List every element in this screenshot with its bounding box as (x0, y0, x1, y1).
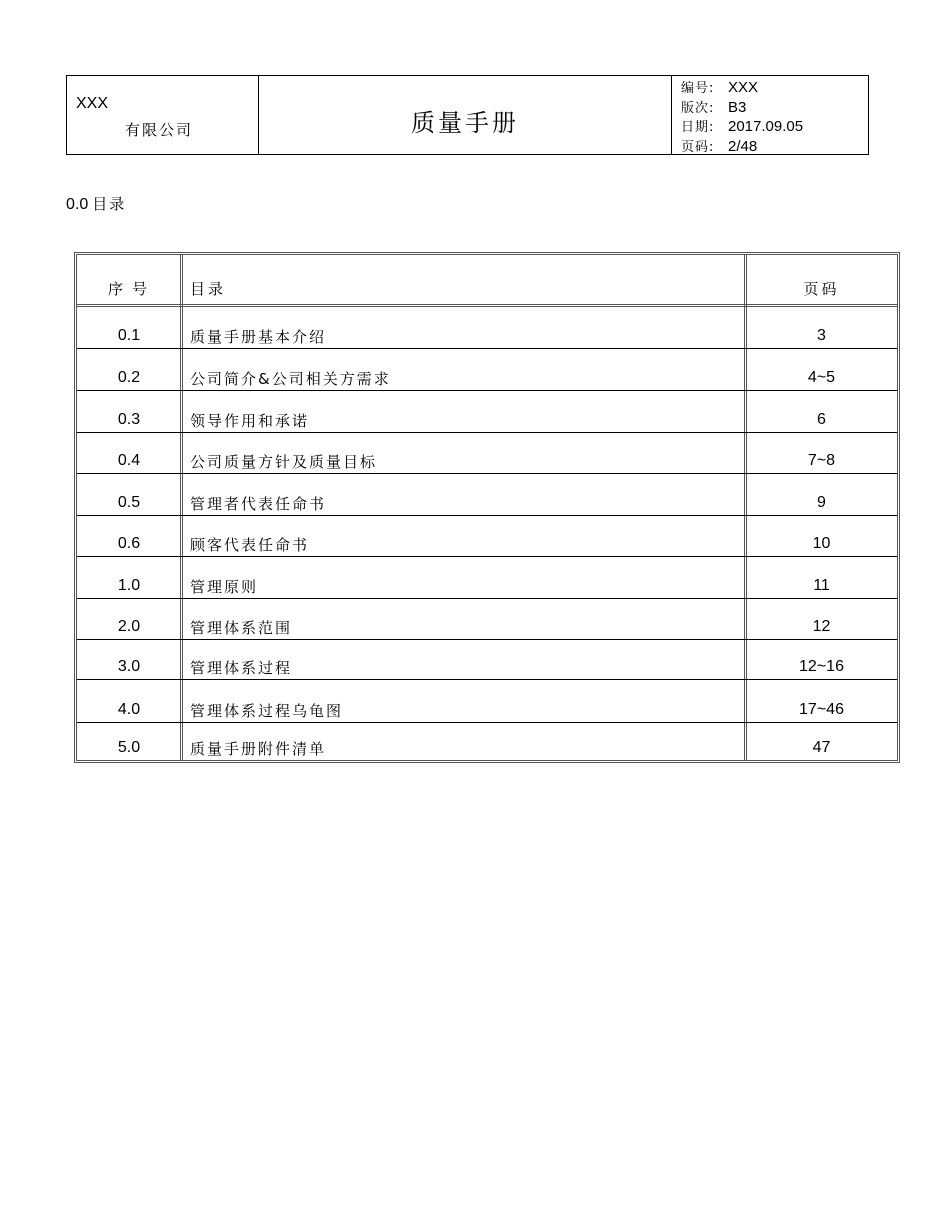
section-number: 0.0 (66, 196, 89, 213)
company-name: XXX (76, 95, 109, 112)
toc-no: 2.0 (117, 618, 141, 635)
toc-row (77, 433, 897, 474)
meta-revision (681, 98, 871, 118)
meta-key: 页码: (681, 139, 715, 155)
header-page: 页码 (803, 280, 840, 298)
toc-page: 4~5 (807, 369, 836, 386)
toc-no: 1.0 (117, 577, 141, 594)
toc-page: 9 (817, 494, 826, 511)
toc-title: 顾客代表任命书 (190, 536, 310, 554)
meta-value: B3 (728, 98, 747, 116)
toc-page: 10 (812, 535, 831, 552)
toc-row (77, 723, 897, 760)
toc-row (77, 307, 897, 349)
toc-row (77, 349, 897, 391)
toc-page: 17~46 (799, 701, 844, 718)
section-title: 目录 (92, 195, 127, 213)
toc-page: 12 (812, 618, 831, 635)
meta-date (681, 117, 871, 137)
toc-title: 质量手册附件清单 (190, 740, 327, 758)
toc-title: 管理体系过程 (190, 659, 293, 677)
toc-no: 0.1 (117, 327, 141, 344)
toc-no: 0.5 (117, 494, 141, 511)
toc-no: 3.0 (117, 658, 141, 675)
toc-no: 0.6 (117, 535, 141, 552)
toc-no: 0.3 (117, 411, 141, 428)
toc-row (77, 391, 897, 433)
toc-table (74, 252, 900, 763)
toc-title: 管理体系范围 (190, 619, 293, 637)
section-heading (66, 193, 126, 214)
toc-row (77, 680, 897, 723)
meta-doc-number (681, 78, 871, 98)
header-no: 序号 (107, 280, 156, 298)
toc-title: 公司简介&公司相关方需求 (190, 370, 391, 388)
meta-value: XXX (728, 79, 759, 96)
meta-value: 2/48 (728, 137, 758, 155)
toc-no: 4.0 (117, 701, 141, 718)
document-header (66, 75, 869, 155)
toc-row (77, 474, 897, 516)
toc-no: 0.4 (117, 452, 141, 469)
toc-title: 领导作用和承诺 (190, 412, 310, 430)
toc-row (77, 557, 897, 599)
toc-header-row (77, 255, 897, 307)
toc-row (77, 516, 897, 557)
toc-title: 质量手册基本介绍 (190, 328, 327, 346)
toc-no: 5.0 (117, 739, 141, 756)
toc-page: 11 (813, 577, 830, 594)
toc-page: 6 (817, 411, 826, 428)
toc-title: 公司质量方针及质量目标 (190, 453, 378, 471)
meta-key: 版次: (681, 100, 715, 116)
toc-title: 管理体系过程乌龟图 (190, 702, 344, 720)
header-divider (671, 76, 672, 154)
toc-page: 7~8 (807, 452, 836, 469)
toc-row (77, 599, 897, 640)
toc-page: 47 (812, 739, 831, 756)
meta-key: 日期: (681, 120, 715, 135)
document-title: 质量手册 (411, 109, 519, 137)
document-meta (681, 78, 871, 156)
toc-no: 0.2 (117, 369, 141, 386)
header-title: 目录 (190, 280, 227, 298)
company-suffix: 有限公司 (125, 121, 194, 139)
meta-key: 编号: (681, 81, 715, 96)
toc-title: 管理者代表任命书 (190, 495, 327, 513)
meta-value: 2017.09.05 (728, 118, 804, 135)
meta-page (681, 137, 871, 157)
toc-page: 3 (817, 327, 826, 344)
toc-title: 管理原则 (190, 578, 259, 596)
toc-page: 12~16 (799, 658, 844, 675)
toc-row (77, 640, 897, 680)
